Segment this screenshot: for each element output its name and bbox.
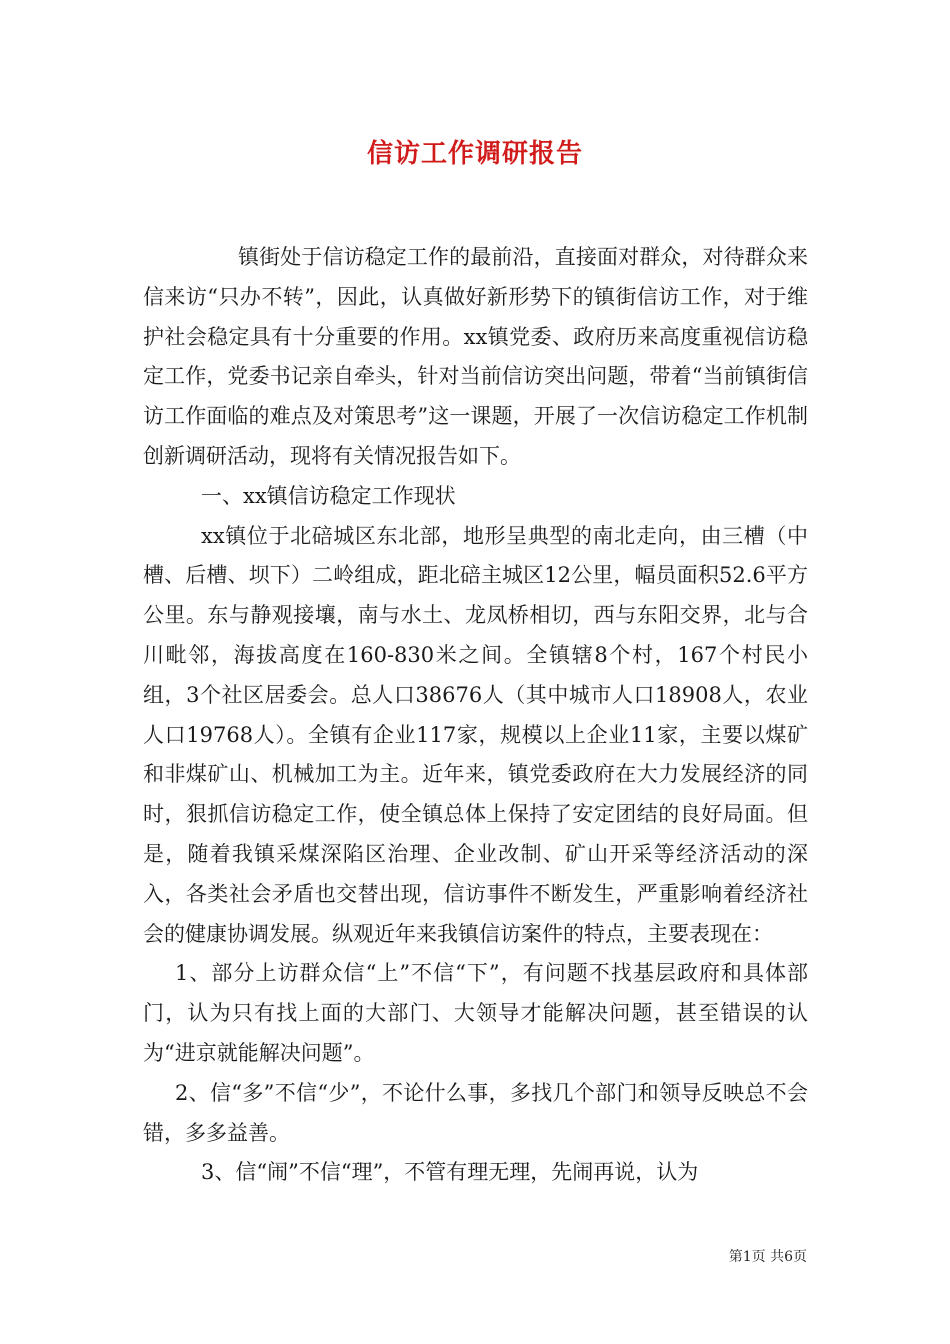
document-body: [143, 238, 808, 1193]
document-title: 信访工作调研报告: [366, 139, 583, 169]
intro-paragraph: 镇街处于信访稳定工作的最前沿，直接面对群众，对待群众来信来访“只办不转”，因此，认真做好新形势下的镇街信访工作，对于维护社会稳定具有十分重要的作用。xx镇党委、政府历来高度重视信访稳定工作，党委书记亲自牵头，针对当前信访突出问题，带着“当前镇街信访工作面临的难点及对策思考”这一课题，开展了一次信访稳定工作机制创新调研活动，现将有关情况报告如下。: [143, 245, 808, 468]
feature-item-1: 1、部分上访群众信“上”不信“下”，有问题不找基层政府和具体部门，认为只有找上面的大部门、大领导才能解决问题，甚至错误的认为“进京就能解决问题”。: [143, 961, 808, 1065]
page-number: 第1页 共6页: [728, 1249, 807, 1265]
feature-item-3: 3、信“闹”不信“理”，不管有理无理，先闹再说，认为: [201, 1160, 699, 1185]
section-heading: 一、xx镇信访稳定工作现状: [201, 483, 456, 508]
feature-item-2: 2、信“多”不信“少”，不论什么事，多找几个部门和领导反映总不会错，多多益善。: [143, 1080, 808, 1145]
overview-paragraph: xx镇位于北碚城区东北部，地形呈典型的南北走向，由三槽（中槽、后槽、坝下）二岭组成，距北碚主城区12公里，幅员面积52.6平方公里。东与静观接壤，南与水土、龙凤桥相切，西与东阳交界，北与合川毗邻，海拔高度在160-830米之间。全镇辖8个村，167个村民小组，3个社区居委会。总人口38676人（其中城市人口18908人，农业人口19768人）。全镇有企业117家，规模以上企业11家，主要以煤矿和非煤矿山、机械加工为主。近年来，镇党委政府在大力发展经济的同时，狠抓信访稳定工作，使全镇总体上保持了安定团结的良好局面。但是，随着我镇采煤深陷区治理、企业改制、矿山开采等经济活动的深入，各类社会矛盾也交替出现，信访事件不断发生，严重影响着经济社会的健康协调发展。纵观近年来我镇信访案件的特点，主要表现在：: [143, 523, 808, 946]
